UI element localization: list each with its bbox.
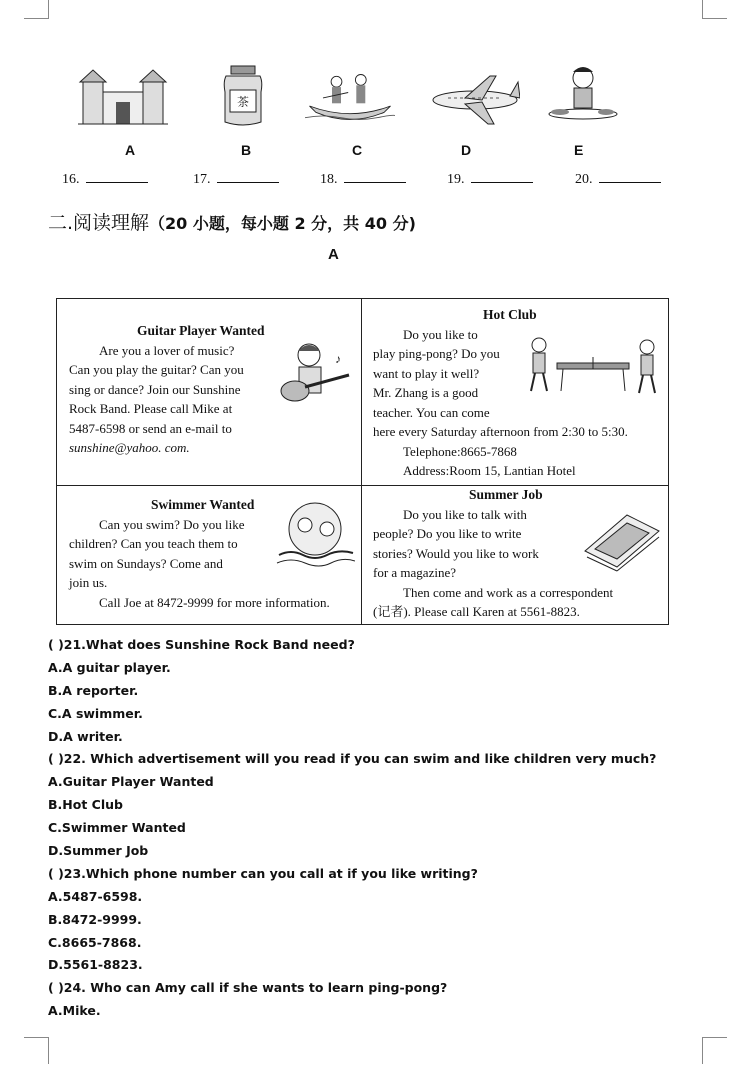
ad-guitar-line: sing or dance? Join our Sunshine	[69, 381, 241, 397]
option-22-d[interactable]: D.Summer Job	[48, 843, 149, 859]
boat-rowing-icon	[305, 62, 395, 132]
ad-hotclub-telephone: Telephone:8665-7868	[403, 443, 517, 459]
ad-hotclub-line: want to play it well?	[373, 365, 480, 381]
ad-summer-line: stories? Would you like to work	[373, 545, 539, 561]
question-22: ( )22. Which advertisement will you read if you can swim and like children very much?	[48, 751, 657, 767]
svg-text:♪: ♪	[335, 352, 341, 366]
blank-18[interactable]: 18.	[320, 168, 406, 188]
airplane-icon	[430, 62, 520, 132]
question-23: ( )23.Which phone number can you call at if you like writing?	[48, 865, 478, 881]
option-21-b[interactable]: B.A reporter.	[48, 682, 139, 698]
ad-hotclub-line: here every Saturday afternoon from 2:30 to 5:30.	[373, 424, 628, 439]
option-21-c[interactable]: C.A swimmer.	[48, 705, 143, 721]
picture-letter-e: E	[574, 142, 584, 158]
advertisements-box	[56, 298, 669, 625]
vertical-divider	[361, 299, 362, 624]
ad-swimmer-line: join us.	[69, 575, 108, 590]
ad-guitar-title: Guitar Player Wanted	[137, 323, 265, 338]
questions-list	[48, 634, 708, 1023]
ad-summer-line: Do you like to talk with	[403, 506, 527, 522]
crop-mark-bottom-left	[24, 1037, 49, 1064]
ad-guitar-line: Can you play the guitar? Can you	[69, 362, 244, 377]
ad-swimmer-line: Can you swim? Do you like	[99, 516, 245, 532]
picture-letter-b: B	[241, 142, 252, 158]
blank-19[interactable]: 19.	[447, 168, 533, 188]
crop-mark-bottom-right	[702, 1037, 727, 1064]
ad-swimmer-title: Swimmer Wanted	[151, 497, 255, 512]
option-21-a[interactable]: A.A guitar player.	[48, 659, 171, 675]
tea-jar-icon	[198, 62, 288, 132]
ad-swimmer-line: swim on Sundays? Come and	[69, 555, 223, 571]
gate-building-icon	[78, 62, 168, 132]
blank-20[interactable]: 20.	[575, 168, 661, 188]
section-title-text: 二.阅读理解	[48, 212, 150, 234]
picture-letter-c: C	[352, 142, 363, 158]
section-subtitle: （20 小题，每小题 2 分，共 40 分)	[149, 214, 416, 233]
option-23-c[interactable]: C.8665-7868.	[48, 934, 142, 950]
blank-17[interactable]: 17.	[193, 168, 279, 188]
section-title	[48, 208, 416, 235]
passage-letter: A	[328, 246, 339, 263]
blank-16[interactable]: 16.	[62, 168, 148, 188]
child-eating-icon	[538, 62, 628, 132]
question-21: ( )21.What does Sunshine Rock Band need?	[48, 637, 355, 652]
crop-mark-top-left	[24, 0, 49, 19]
ad-summer-line: for a magazine?	[373, 565, 457, 580]
ad-summer-line: Then come and work as a correspondent	[403, 584, 614, 600]
ad-swimmer-contact: Call Joe at 8472-9999 for more information.	[99, 594, 330, 610]
listening-pictures	[60, 62, 670, 142]
ad-guitar-line: Rock Band. Please call Mike at	[69, 401, 233, 416]
ping-pong-players-icon	[523, 333, 663, 399]
option-22-a[interactable]: A.Guitar Player Wanted	[48, 774, 214, 790]
option-21-d[interactable]: D.A writer.	[48, 728, 123, 744]
ad-hotclub-line: play ping-pong? Do you	[373, 346, 500, 361]
guitar-player-icon	[269, 339, 353, 411]
ad-swimmer-line: children? Can you teach them to	[69, 536, 238, 551]
option-23-a[interactable]: A.5487-6598.	[48, 888, 143, 904]
ad-summer-title: Summer Job	[469, 487, 543, 502]
picture-letter-a: A	[125, 142, 136, 158]
ad-hotclub-address: Address:Room 15, Lantian Hotel	[403, 463, 576, 478]
ad-guitar-line: Are you a lover of music?	[99, 342, 235, 358]
ad-hotclub-line: Do you like to	[403, 326, 478, 342]
ad-summer-line: people? Do you like to write	[373, 526, 522, 541]
swimmers-icon	[275, 499, 355, 571]
magazine-icon	[577, 511, 663, 573]
question-24: ( )24. Who can Amy call if she wants to learn ping-pong?	[48, 980, 448, 996]
ad-guitar-line: 5487-6598 or send an e-mail to	[69, 420, 232, 436]
option-24-a[interactable]: A.Mike.	[48, 1003, 101, 1019]
picture-letter-d: D	[461, 142, 472, 158]
ad-hotclub-title: Hot Club	[483, 307, 537, 322]
option-22-c[interactable]: C.Swimmer Wanted	[48, 820, 186, 836]
svg-text:茶: 茶	[236, 95, 250, 109]
ad-hotclub-line: Mr. Zhang is a good	[373, 385, 479, 400]
ad-summer-contact: (记者). Please call Karen at 5561-8823.	[373, 604, 580, 619]
option-23-d[interactable]: D.5561-8823.	[48, 957, 143, 973]
option-23-b[interactable]: B.8472-9999.	[48, 911, 142, 927]
ad-guitar-email: sunshine@yahoo. com.	[69, 440, 190, 455]
ad-hotclub-line: teacher. You can come	[373, 404, 490, 420]
crop-mark-top-right	[702, 0, 727, 19]
option-22-b[interactable]: B.Hot Club	[48, 797, 123, 813]
